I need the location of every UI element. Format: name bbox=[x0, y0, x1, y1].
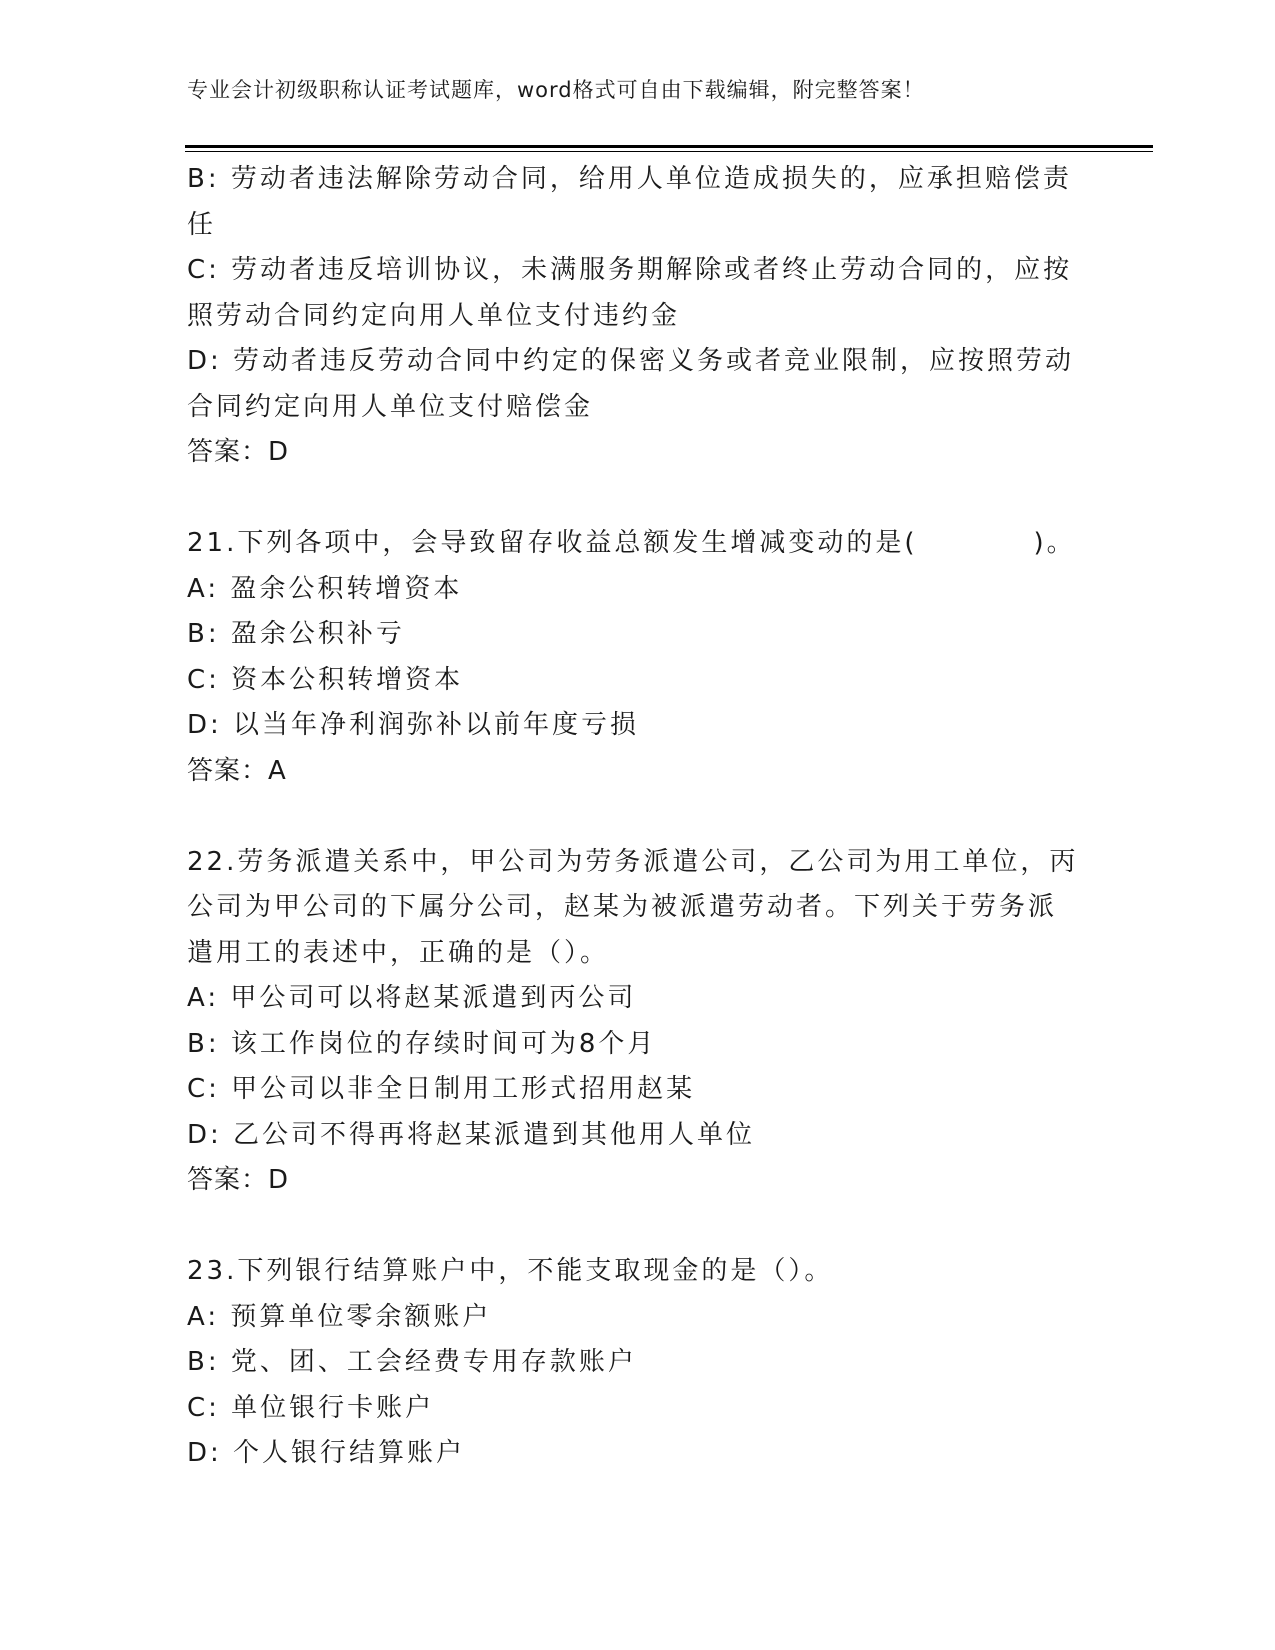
option-d-line-2: 合同约定向用人单位支付赔偿金 bbox=[187, 391, 594, 422]
option-b: B: 盈余公积补亏 bbox=[187, 619, 405, 649]
answer: 答案：D bbox=[187, 1165, 290, 1195]
option-b: B: 该工作岗位的存续时间可为8个月 bbox=[187, 1028, 657, 1059]
option-c-line-2: 照劳动合同约定向用人单位支付违约金 bbox=[187, 300, 681, 331]
option-d: D: 乙公司不得再将赵某派遣到其他用人单位 bbox=[187, 1119, 756, 1150]
question-stem-line-3: 遣用工的表述中，正确的是（）。 bbox=[187, 937, 610, 968]
answer: 答案：A bbox=[187, 755, 287, 786]
option-d: D: 以当年净利润弥补以前年度亏损 bbox=[187, 710, 640, 740]
question-22 bbox=[187, 840, 1087, 1204]
question-23 bbox=[187, 1249, 1087, 1477]
option-a: A: 预算单位零余额账户 bbox=[187, 1301, 492, 1332]
option-b-line-2: 任 bbox=[187, 209, 217, 240]
question-stem: 21.下列各项中，会导致留存收益总额发生增减变动的是( )。 bbox=[187, 528, 1076, 558]
spacer bbox=[187, 1204, 1087, 1250]
option-c-line-1: C: 劳动者违反培训协议，未满服务期解除或者终止劳动合同的，应按 bbox=[187, 255, 1073, 285]
question-stem-line-2: 公司为甲公司的下属分公司，赵某为被派遣劳动者。下列关于劳务派 bbox=[187, 892, 1058, 922]
option-c: C: 甲公司以非全日制用工形式招用赵某 bbox=[187, 1074, 696, 1104]
option-b-line-1: B: 劳动者违法解除劳动合同，给用人单位造成损失的，应承担赔偿责 bbox=[187, 164, 1072, 194]
option-d: D: 个人银行结算账户 bbox=[187, 1438, 466, 1468]
header-rule-thin bbox=[185, 151, 1153, 152]
question-stem-line-1: 22.劳务派遣关系中，甲公司为劳务派遣公司，乙公司为用工单位，丙 bbox=[187, 846, 1079, 877]
option-a: A: 甲公司可以将赵某派遣到丙公司 bbox=[187, 983, 637, 1013]
option-a: A: 盈余公积转增资本 bbox=[187, 573, 463, 604]
question-21 bbox=[187, 521, 1087, 794]
option-c: C: 单位银行卡账户 bbox=[187, 1392, 435, 1423]
header-rule-thick bbox=[185, 145, 1153, 148]
spacer bbox=[187, 476, 1087, 522]
answer: 答案：D bbox=[187, 437, 290, 467]
option-d-line-1: D: 劳动者违反劳动合同中约定的保密义务或者竞业限制，应按照劳动 bbox=[187, 346, 1075, 376]
option-b: B: 党、团、工会经费专用存款账户 bbox=[187, 1347, 637, 1377]
spacer bbox=[187, 794, 1087, 840]
page-header: 专业会计初级职称认证考试题库，word格式可自由下载编辑，附完整答案！ bbox=[187, 78, 925, 102]
question-stem: 23.下列银行结算账户中，不能支取现金的是（）。 bbox=[187, 1256, 834, 1286]
option-c: C: 资本公积转增资本 bbox=[187, 664, 464, 695]
question-partial bbox=[187, 157, 1087, 476]
document-body bbox=[187, 157, 1087, 1477]
